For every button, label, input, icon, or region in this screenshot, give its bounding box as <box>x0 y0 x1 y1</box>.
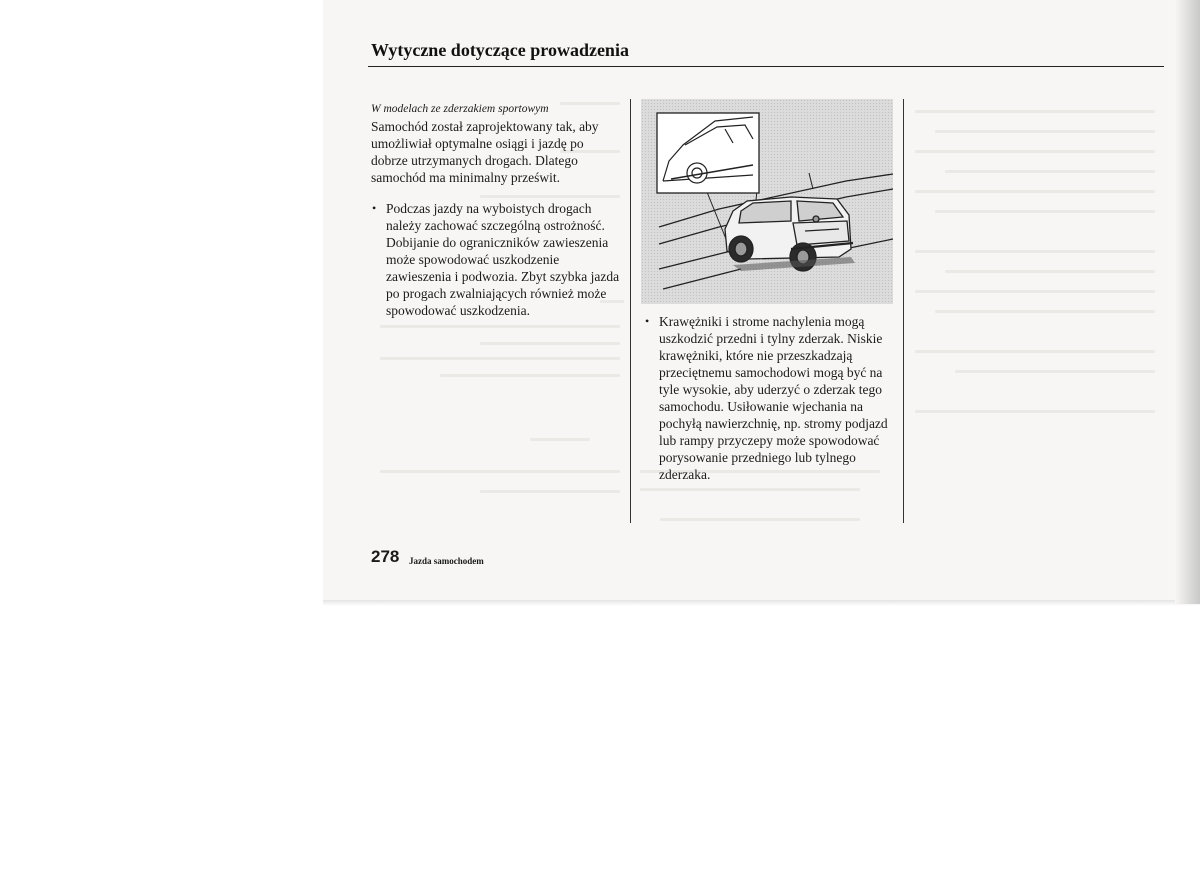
bullet-item <box>645 313 864 330</box>
bullet-line: przeciętnemu samochodowi mogą być na <box>659 365 883 380</box>
car-curb-figure <box>641 99 893 304</box>
intro-line: samochód ma minimalny prześwit. <box>371 170 560 185</box>
bullet-line: porysowanie przedniego lub tylnego <box>659 450 856 465</box>
bullet-line: należy zachować szczególną ostrożność. <box>386 218 605 233</box>
column-divider <box>630 99 631 523</box>
bullet-line: zderzaka. <box>659 467 711 482</box>
bullet-line: Krawężniki i strome nachylenia mogą <box>659 314 865 329</box>
car-on-curb-illustration-icon <box>641 99 893 304</box>
bullet-line: krawężniki, które nie przeszkadzają <box>659 348 853 363</box>
page-gutter-shadow <box>1175 0 1200 604</box>
bullet-line: samochodu. Usiłowanie wjechania na <box>659 399 863 414</box>
section-subheading: W modelach ze zderzakiem sportowym <box>371 103 549 115</box>
page-title: Wytyczne dotyczące prowadzenia <box>371 40 629 60</box>
road-line-lower <box>663 269 741 289</box>
page-number: 278 <box>371 547 400 566</box>
section-footer-label: Jazda samochodem <box>409 556 484 566</box>
page-bottom-edge <box>323 600 1200 606</box>
bullet-line: lub rampy przyczepy może spowodować <box>659 433 880 448</box>
title-underline <box>368 66 1164 67</box>
bullet-icon: • <box>372 201 377 215</box>
bullet-line: spowodować uszkodzenia. <box>386 303 530 318</box>
bullet-line: pochyłą nawierzchnię, np. stromy podjazd <box>659 416 888 431</box>
column-divider-right <box>903 99 904 523</box>
intro-line: Samochód został zaprojektowany tak, aby <box>371 119 599 134</box>
bullet-line: Podczas jazdy na wyboistych drogach <box>386 201 592 216</box>
bullet-line: może spowodować uszkodzenie <box>386 252 560 267</box>
bullet-line: Dobijanie do ograniczników zawieszenia <box>386 235 609 250</box>
bullet-line: zawieszenia i podwozia. Zbyt szybka jazda <box>386 269 620 284</box>
bullet-item <box>372 200 591 217</box>
intro-line: umożliwiał optymalne osiągi i jazdę po <box>371 136 584 151</box>
bullet-line: tyle wysokie, aby uderzyć o zderzak tego <box>659 382 883 397</box>
bullet-icon: • <box>645 314 650 328</box>
bullet-line: po progach zwalniających również może <box>386 286 607 301</box>
intro-line: dobrze utrzymanych drogach. Dlatego <box>371 153 578 168</box>
bullet-line: uszkodzić przedni i tylny zderzak. Niskie <box>659 331 883 346</box>
